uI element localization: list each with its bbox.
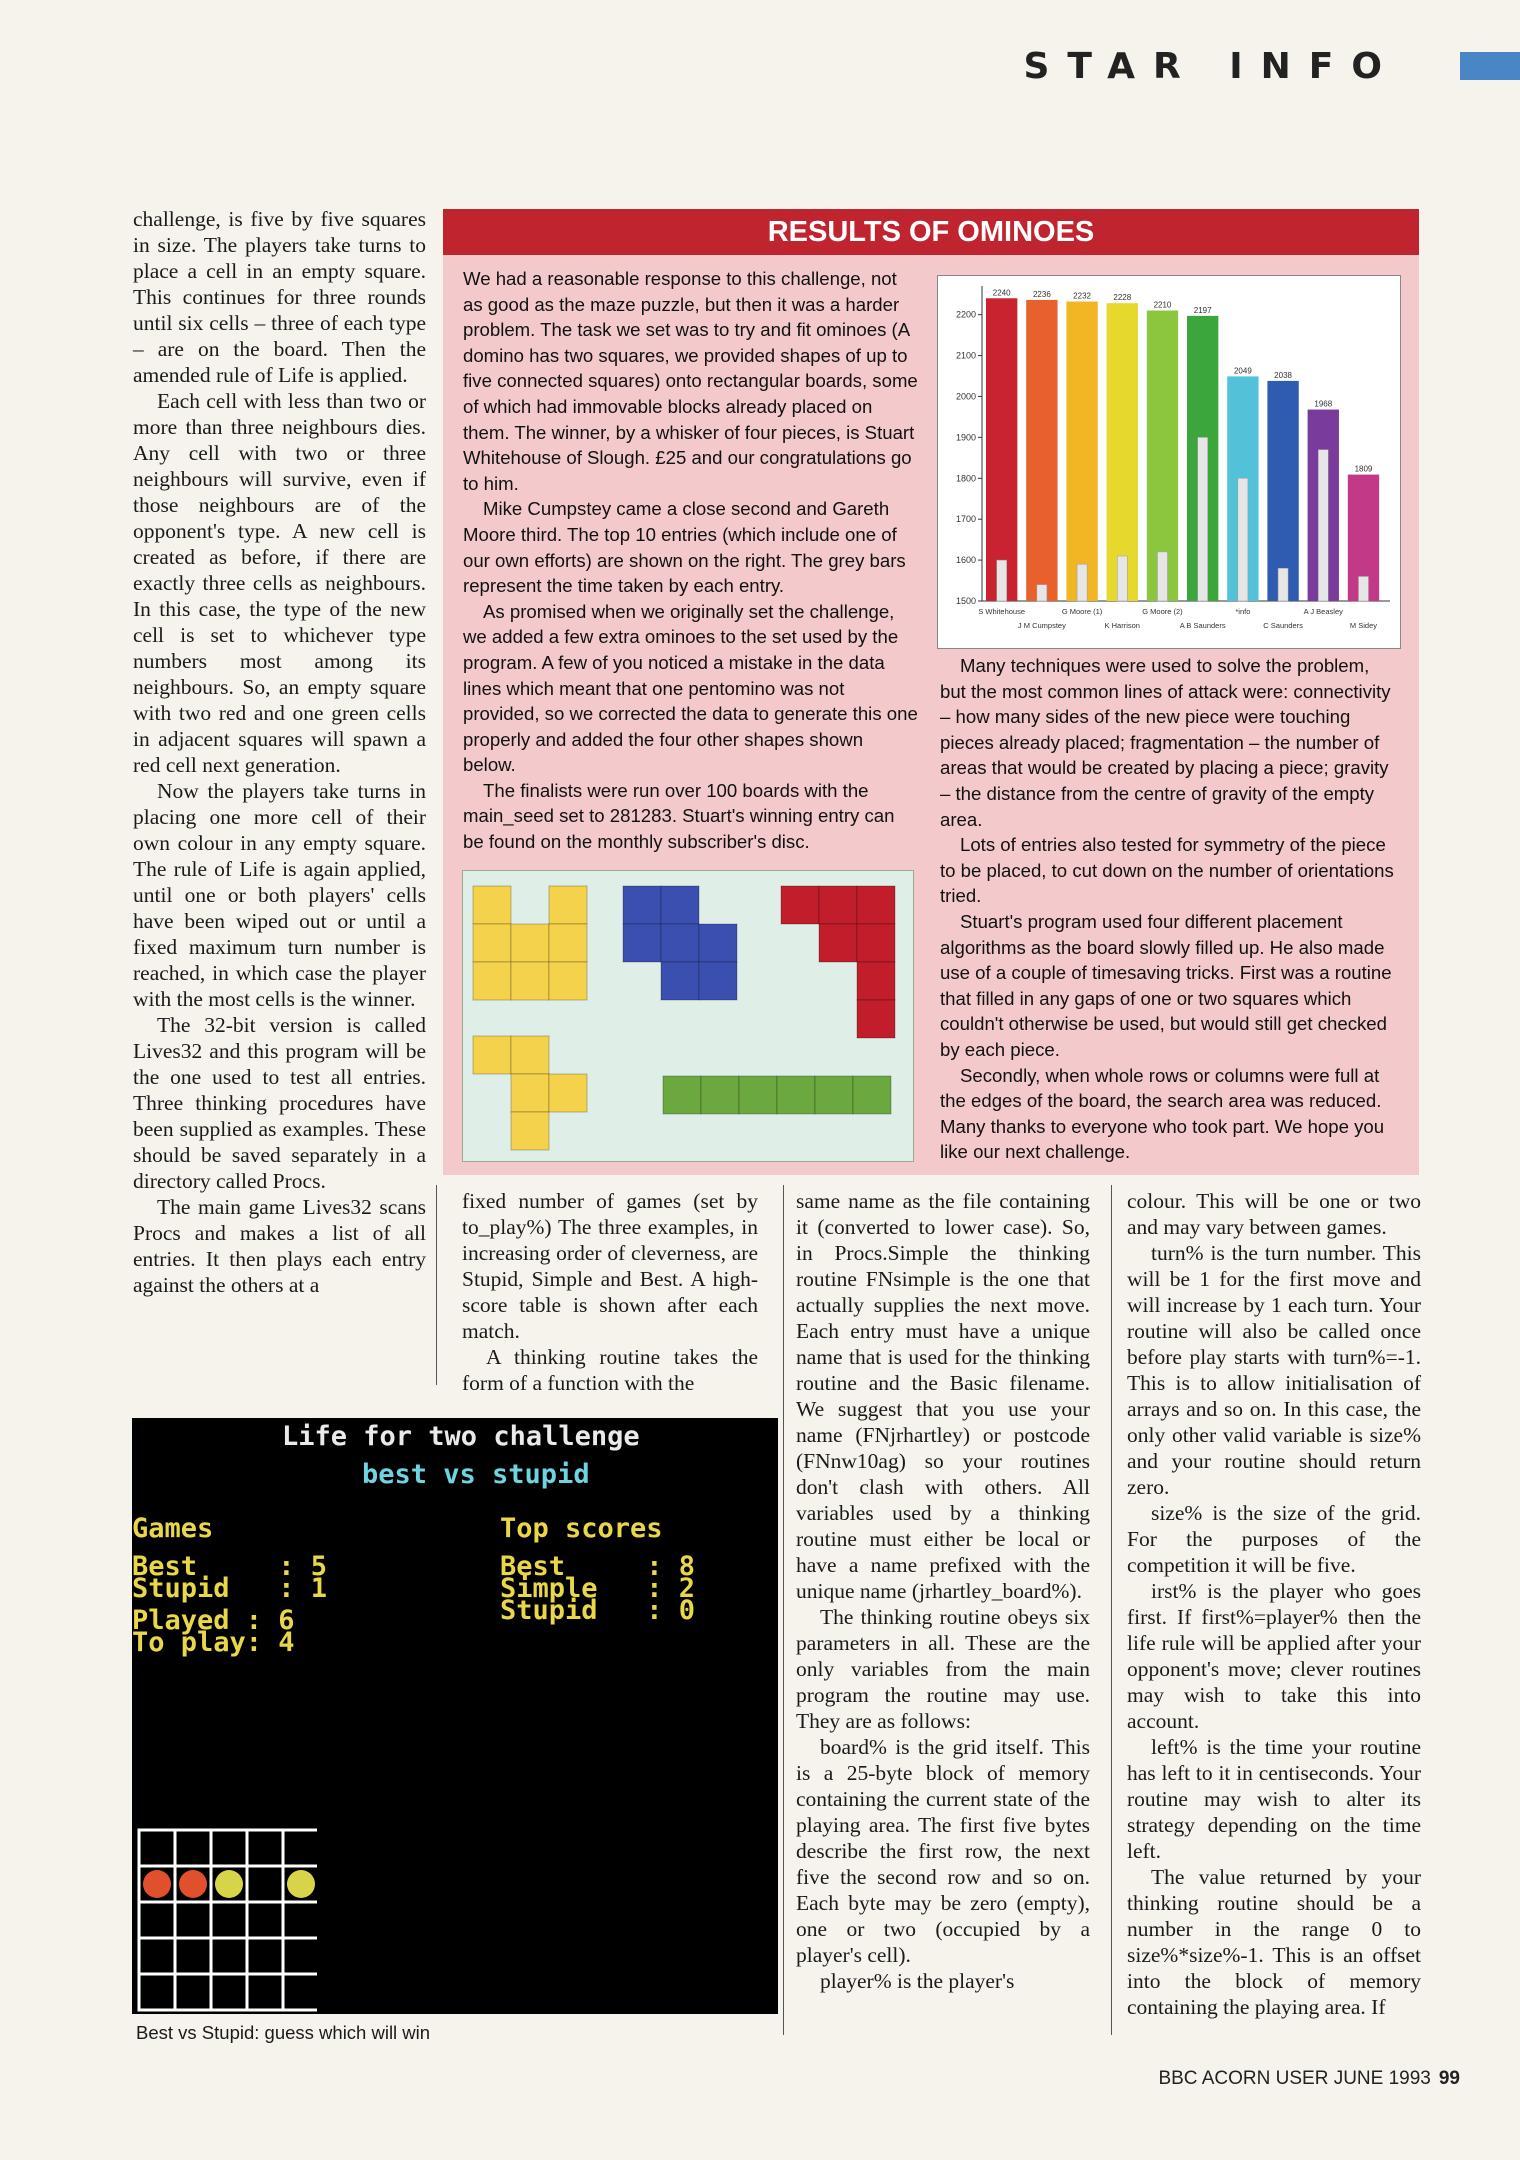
results-chart <box>937 275 1401 649</box>
omino-cell <box>661 962 699 1000</box>
column-2 <box>462 1188 758 1396</box>
board-cell <box>283 1974 317 2010</box>
omino-cell <box>623 924 661 962</box>
category-label: A J Beasley <box>1303 607 1343 616</box>
omino-cell <box>511 924 549 962</box>
paragraph: The thinking routine obeys six parameters in all. These are the only variables from the main program the routine may use. They are as follows: <box>796 1605 1090 1733</box>
board-counter <box>215 1870 243 1898</box>
paragraph: Many techniques were used to solve the problem, but the most common lines of attack were: connectivity – how many sides of the new piece were touching pieces already placed; fragmentation – the number of areas that would be created by placing a piece; gravity – the distance from the centre of gravity of the empty area. <box>940 655 1391 830</box>
results-bar-chart <box>938 276 1400 648</box>
pieces-bar <box>986 298 1017 601</box>
board-cell <box>283 1938 317 1974</box>
bar-value-label: 1809 <box>1354 464 1373 474</box>
omino-cell <box>853 1076 891 1114</box>
section-header: STAR INFO <box>1023 46 1400 87</box>
paragraph: As promised when we originally set the challenge, we added a few extra ominoes to the set used by the program. A few of you noticed a mistake in the data lines which meant that one pentomino was not provided, so we corrected the data to generate this one properly and added the four other shapes shown below. <box>463 600 918 776</box>
omino-cell <box>661 924 699 962</box>
time-bar <box>1198 437 1208 601</box>
omino-cell <box>549 886 587 924</box>
game-screenshot <box>132 1418 778 2014</box>
paragraph: fixed number of games (set by to_play%) The three examples, in increasing order of cleverness, are Stupid, Simple and Best. A high-score table is shown after each match. <box>462 1189 758 1343</box>
omino-cell <box>857 1000 895 1038</box>
omino-cell <box>699 962 737 1000</box>
board-cell <box>247 1902 283 1938</box>
omino-shapes <box>463 871 913 1161</box>
top-scores-list: Best : 8 Simple : 2 Stupid : 0 <box>500 1551 696 1626</box>
board-cell <box>211 1830 247 1866</box>
y-tick-label: 1500 <box>955 596 976 606</box>
y-tick-label: 1800 <box>955 473 976 484</box>
board-cell <box>175 1974 211 2010</box>
omino-cell <box>549 924 587 962</box>
paragraph: The finalists were run over 100 boards with the main_seed set to 281283. Stuart's winning entry can be found on the monthly subscriber's disc. <box>463 779 895 853</box>
bar-value-label: 2228 <box>1113 293 1132 303</box>
pieces-bar <box>1267 381 1298 601</box>
board-cell <box>139 1974 175 2010</box>
omino-cell <box>777 1076 815 1114</box>
omino-cell <box>511 1112 549 1150</box>
footer-publication: BBC ACORN USER JUNE 1993 <box>1158 2068 1431 2089</box>
games-scores: Best : 5 Stupid : 1 <box>132 1551 328 1604</box>
board-counter <box>287 1870 315 1898</box>
time-bar <box>1318 450 1328 601</box>
category-label: S Whitehouse <box>978 607 1026 616</box>
board-cell <box>247 1974 283 2010</box>
paragraph: challenge, is five by five squares in size. The players take turns to place a cell in an empty square. This continues for three rounds until six cells – three of each type – are on the board. Then the amended rule of Life is applied. <box>133 207 426 387</box>
time-bar <box>1037 585 1047 601</box>
omino-cell <box>473 962 511 1000</box>
omino-pieces-figure <box>462 870 914 1162</box>
column-rule <box>783 1185 784 2035</box>
board-counter <box>143 1870 171 1898</box>
board-counter <box>179 1870 207 1898</box>
board-cell <box>175 1902 211 1938</box>
screen-subtitle: best vs stupid <box>362 1459 590 1490</box>
board-cell <box>247 1938 283 1974</box>
bar-value-label: 2038 <box>1274 370 1292 380</box>
omino-cell <box>815 1076 853 1114</box>
board-cell <box>211 1974 247 2010</box>
board-cell <box>211 1938 247 1974</box>
board-cell <box>139 1938 175 1974</box>
omino-cell <box>623 886 661 924</box>
paragraph: Mike Cumpstey came a close second and Gareth Moore third. The top 10 entries (which include one of our own efforts) are shown on the right. The grey bars represent the time taken by each entry. <box>463 498 906 597</box>
y-tick-label: 2100 <box>955 350 976 361</box>
category-label: J M Cumpstey <box>1017 621 1066 630</box>
omino-cell <box>857 962 895 1000</box>
board-cell <box>283 1830 317 1866</box>
omino-cell <box>661 886 699 924</box>
board-cell <box>175 1830 211 1866</box>
omino-cell <box>549 1074 587 1112</box>
time-bar <box>1278 568 1288 601</box>
paragraph: Each cell with less than two or more than three neighbours dies. Any cell with two or three neighbours will survive, even if those neighbours are of the opponent's type. A new cell is created as before, if there are exactly three cells as neighbours. In this case, the type of the new cell is set to whichever type numbers most among its neighbours. So, an empty square with two red and one green cells in adjacent squares will spawn a red cell next generation. <box>133 389 426 777</box>
page-number: 99 <box>1438 2068 1460 2089</box>
time-bar <box>997 560 1007 601</box>
board-cell <box>139 1830 175 1866</box>
omino-cell <box>663 1076 701 1114</box>
y-tick-label: 2000 <box>955 391 976 402</box>
category-label: *info <box>1235 607 1251 616</box>
bar-value-label: 2236 <box>1032 289 1051 299</box>
board-cell <box>211 1902 247 1938</box>
y-tick-label: 1900 <box>955 432 976 443</box>
paragraph: The 32-bit version is called Lives32 and this program will be the one used to test all entries. Three thinking procedures have been supplied as examples. These should be saved separately in a directory called Procs. <box>133 1013 426 1193</box>
screenshot-caption: Best vs Stupid: guess which will win <box>136 2022 431 2043</box>
pieces-bar <box>1066 302 1097 601</box>
omino-cell <box>701 1076 739 1114</box>
results-title: RESULTS OF OMINOES <box>443 209 1419 255</box>
board-cell <box>175 1938 211 1974</box>
paragraph: size% is the size of the grid. For the purposes of the competition it will be five. <box>1127 1501 1421 1577</box>
played-counts: Played : 6 To play: 4 <box>132 1605 295 1658</box>
time-bar <box>1238 478 1248 601</box>
omino-cell <box>473 924 511 962</box>
board-cell <box>283 1902 317 1938</box>
board-cell <box>247 1830 283 1866</box>
paragraph: We had a reasonable response to this challenge, not as good as the maze puzzle, but then it was a harder problem. The task we set was to try and fit ominoes (A domino has two squares, we provided shapes of up to five connected squares) onto rectangular boards, some of which had immovable blocks already placed on them. The winner, by a whisker of four pieces, is Stuart Whitehouse of Slough. £25 and our congratulations go to him. <box>463 268 918 494</box>
paragraph: The value returned by your thinking routine should be a number in the range 0 to size%*size%-1. This is an offset into the block of memory containing the playing area. If <box>1127 1865 1421 2019</box>
omino-cell <box>549 962 587 1000</box>
omino-cell <box>857 886 895 924</box>
omino-cell <box>699 924 737 962</box>
page-footer <box>1158 2068 1460 2090</box>
y-tick-label: 2200 <box>955 309 976 320</box>
omino-cell <box>819 924 857 962</box>
omino-cell <box>511 1074 549 1112</box>
paragraph: Lots of entries also tested for symmetry of the piece to be placed, to cut down on the number of orientations tried. <box>940 834 1394 907</box>
paragraph: Stuart's program used four different placement algorithms as the board slowly filled up. He also made use of a couple of timesaving tricks. First was a routine that filled in any gaps of one or two squares which couldn't otherwise be used, but would still get checked by each piece. <box>940 910 1392 1060</box>
bar-value-label: 1968 <box>1314 399 1333 409</box>
omino-cell <box>473 1036 511 1074</box>
results-left-text <box>463 266 918 855</box>
time-bar <box>1157 552 1167 601</box>
category-label: A B Saunders <box>1179 621 1226 630</box>
column-3 <box>796 1188 1090 1994</box>
column-rule <box>436 1185 437 1385</box>
omino-cell <box>857 924 895 962</box>
y-tick-label: 1600 <box>955 555 976 566</box>
omino-cell <box>511 962 549 1000</box>
y-tick-label: 1700 <box>955 514 976 525</box>
paragraph: board% is the grid itself. This is a 25-byte block of memory containing the current state of the playing area. The first five bytes describe the first row, the next five the second row and so on. Each byte may be zero (empty), one or two (occupied by a player's cell). <box>796 1735 1090 1967</box>
top-scores-header: Top scores <box>500 1513 663 1544</box>
games-header: Games <box>132 1513 214 1544</box>
column-1 <box>133 206 426 1298</box>
bar-value-label: 2197 <box>1193 305 1212 315</box>
time-bar <box>1117 556 1127 601</box>
paragraph: left% is the time your routine has left to it in centiseconds. Your routine may wish to alter its strategy depending on the time left. <box>1127 1735 1421 1863</box>
time-bar <box>1077 564 1087 601</box>
omino-cell <box>511 1036 549 1074</box>
paragraph: irst% is the player who goes first. If first%=player% then the life rule will be applied after your opponent's move; clever routines may wish to take this into account. <box>1127 1579 1421 1733</box>
paragraph: A thinking routine takes the form of a function with the <box>462 1345 758 1395</box>
omino-cell <box>473 886 511 924</box>
bar-value-label: 2240 <box>992 288 1011 298</box>
board-cell <box>139 1902 175 1938</box>
bar-value-label: 2232 <box>1073 291 1091 301</box>
paragraph: player% is the player's <box>820 1969 1015 1993</box>
omino-cell <box>739 1076 777 1114</box>
category-label: G Moore (1) <box>1061 607 1103 616</box>
paragraph: The main game Lives32 scans Procs and makes a list of all entries. It then plays each entry against the others at a <box>133 1195 426 1297</box>
column-4 <box>1127 1188 1421 2020</box>
header-accent-bar <box>1460 52 1520 80</box>
bar-value-label: 2049 <box>1233 366 1252 376</box>
category-label: C Saunders <box>1263 621 1303 630</box>
category-label: M Sidey <box>1349 621 1378 630</box>
category-label: G Moore (2) <box>1142 607 1183 616</box>
paragraph: same name as the file containing it (converted to lower case). So, in Procs.Simple the thinking routine FNsimple is the one that actually supplies the next move. Each entry must have a unique name that is used for the thinking routine and the Basic filename. We suggest that you use your name (FNjrhartley) or postcode (FNnw10ag) so your routines don't clash with others. All variables used by a thinking routine must either be local or have a name prefixed with the unique name (jrhartley_board%). <box>796 1189 1090 1603</box>
time-bar <box>1358 576 1368 601</box>
omino-cell <box>781 886 819 924</box>
paragraph: Now the players take turns in placing one more cell of their own colour in any empty square. The rule of Life is again applied, until one or both players' cells have been wiped out or until a fixed maximum turn number is reached, in which case the player with the most cells is the winner. <box>133 779 426 1011</box>
category-label: K Harrison <box>1104 621 1140 630</box>
pieces-bar <box>1026 300 1057 601</box>
bar-value-label: 2210 <box>1153 300 1172 310</box>
game-board <box>137 1828 317 2018</box>
paragraph: turn% is the turn number. This will be 1 for the first move and will increase by 1 each turn. Your routine will also be called once before play starts with turn%=-1. This is to allow initialisation of arrays and so on. In this case, the only other valid variable is size% and your routine should return zero. <box>1127 1241 1421 1499</box>
column-rule <box>1111 1185 1112 2035</box>
board-cell <box>247 1866 283 1902</box>
screen-title: Life for two challenge <box>282 1421 640 1452</box>
results-right-text <box>940 653 1400 1165</box>
paragraph: Secondly, when whole rows or columns were full at the edges of the board, the search area was reduced. Many thanks to everyone who took part. We hope you like our next challenge. <box>940 1064 1385 1163</box>
paragraph: colour. This will be one or two and may vary between games. <box>1127 1189 1421 1239</box>
omino-cell <box>819 886 857 924</box>
